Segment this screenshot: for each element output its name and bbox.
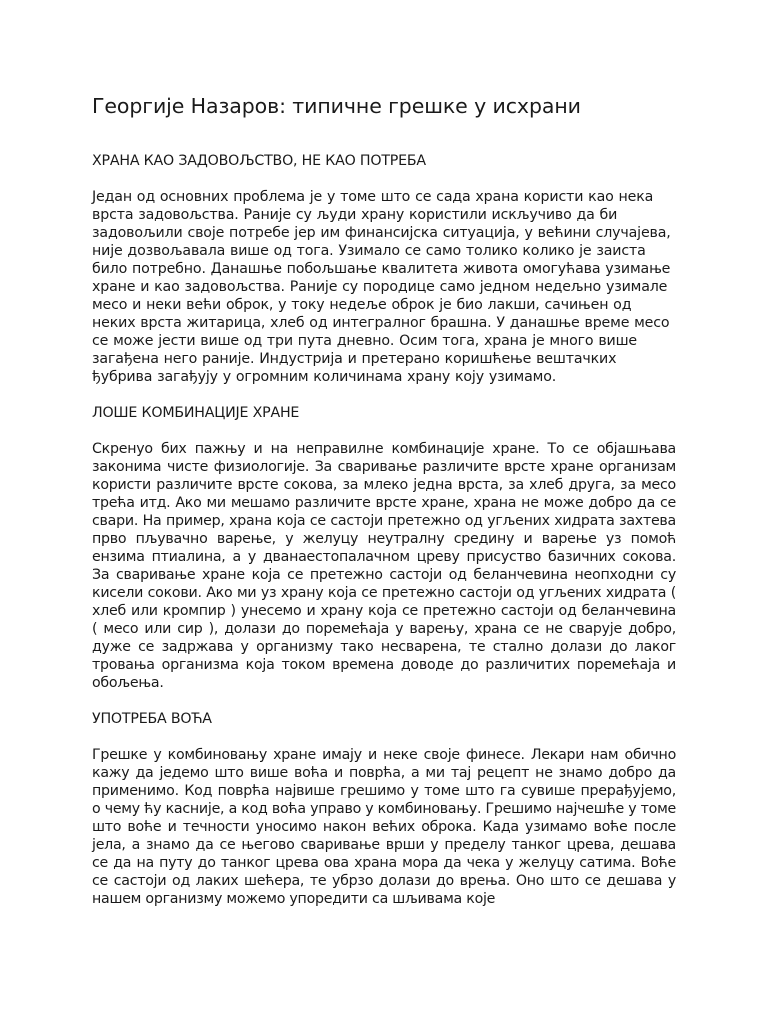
section-paragraph: Један од основних проблема је у томе што се сада храна користи као нека врста задовољства. Раније су људи храну користили искључиво да би задовољили своје потребе јер им финансијска ситуација, у већини случајева, није дозвољавала више од тога. Узимало се само толико колико је заиста било потребно. Данашње побољшање квалитета живота омогућава узимање хране и као задовољства. Раније су породице само једном недељно узимале месо и неки већи оброк, у току недеље оброк је био лакши, сачињен од неких врста житарица, хлеб од интегралног брашна. У данашње време месо се може јести више од три пута дневно. Осим тога, храна је много више загађена него раније. Индустрија и претерано коришћење вештачких ђубрива загађују у огромним количинама храну коју узимамо. [92,189,671,385]
document-page [92,92,676,926]
section-heading: УПОТРЕБА ВОЋА [92,711,212,727]
section-bad-food-combinations [92,404,676,692]
section-heading: ЛОШЕ КОМБИНАЦИЈЕ ХРАНЕ [92,405,300,421]
section-paragraph: Скренуо бих пажњу и на неправилне комбинације хране. То се објашњава законима чисте физиологије. За сваривање различите врсте хране организам користи различите врсте сокова, за млеко једна врста, за хлеб друга, за месо трећа итд. Ако ми мешамо различите врсте хране, храна не може добро да се свари. На пример, храна која се састоји претежно од угљених хидрата захтева прво пљувачно варење, у желуцу неутралну средину и варење уз помоћ ензима птиалина, а у дванаестопалачном цреву присуство базичних сокова. За сваривање хране која се претежно састоји од беланчевина неопходни су кисели сокови. Ако ми уз храну која се претежно састоји од угљених хидрата ( хлеб или кромпир ) унесемо и храну која се претежно састоји од беланчевина ( месо или сир ), долази до поремећаја у варењу, храна се не сварује добро, дуже се задржава у организму тако несварена, те стално долази до лаког тровања организма која током времена доводе до различитих поремећаја и обољења. [92,441,676,691]
section-heading: ХРАНА КАО ЗАДОВОЉСТВО, НЕ КАО ПОТРЕБА [92,153,426,169]
section-fruit-use [92,710,676,908]
section-paragraph: Грешке у комбиновању хране имају и неке своје финесе. Лекари нам обично кажу да једемо што више воћа и поврћа, а ми тај рецепт не знамо добро да применимо. Код поврћа највише грешимо у томе што га сувише прерађујемо, о чему ћу касније, а код воћа управо у комбиновању. Грешимо најчешће у томе што воће и течности уносимо након већих оброка. Када узимамо воће после јела, а знамо да се његово сваривање врши у пределу танког црева, дешава се да на путу до танког црева ова храна мора да чека у желуцу сатима. Воће се састоји од лаких шећера, те убрзо долази до врења. Оно што се дешава у нашем организму можемо упоредити са шљивама које [92,747,677,907]
document-title: Георгије Назаров: типичне грешке у исхрани [92,94,581,118]
section-food-as-pleasure [92,152,676,386]
